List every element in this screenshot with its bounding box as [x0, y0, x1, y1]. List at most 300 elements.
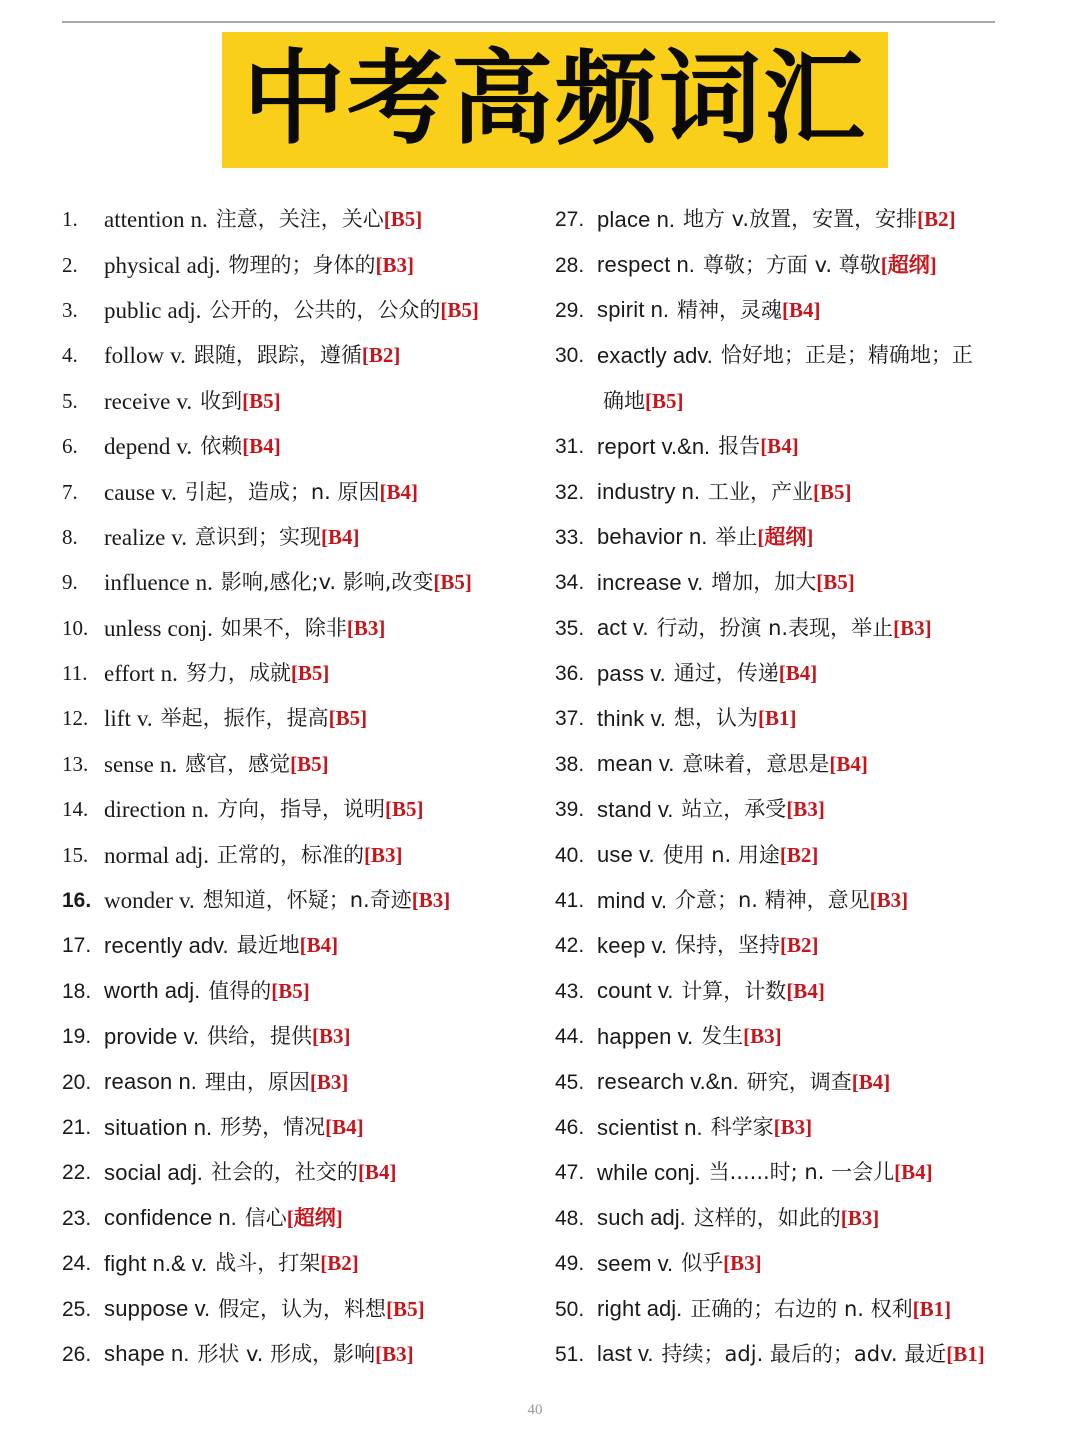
entry-number: 47.	[555, 1161, 585, 1185]
entry-part-of-speech: adj.	[164, 978, 201, 1004]
entry-word: increase	[597, 569, 682, 595]
entry-level-tag: [B5]	[645, 388, 684, 413]
entry-part-of-speech: v.	[687, 569, 704, 595]
entry-level-tag: [B3]	[364, 842, 403, 867]
entry-level-tag: [B1]	[912, 1296, 952, 1321]
entry-number: 13.	[62, 751, 89, 776]
entry-definition: 举起，振作，提高	[160, 706, 329, 731]
entry-number: 18.	[62, 979, 92, 1003]
vocab-entry	[62, 242, 532, 287]
entry-definition: 信心	[244, 1205, 287, 1230]
entry-word: behavior	[597, 524, 683, 550]
entry-part-of-speech: v.	[651, 887, 667, 913]
entry-definition: 感官，感觉	[185, 751, 291, 776]
vocab-entry	[62, 197, 532, 242]
entry-word: suppose	[104, 1296, 189, 1322]
entry-number: 43.	[555, 979, 585, 1003]
entry-number: 48.	[555, 1206, 585, 1230]
entry-part-of-speech: v.	[650, 660, 666, 686]
entry-definition: 介意；n. 精神，意见	[674, 888, 870, 913]
vocab-entry	[62, 1332, 532, 1377]
entry-word: spirit	[597, 297, 645, 323]
entry-definition: 假定，认为，料想	[218, 1296, 387, 1321]
entry-level-tag: [B3]	[723, 1251, 762, 1276]
entry-part-of-speech: conj.	[167, 615, 213, 641]
entry-part-of-speech: n.	[681, 479, 700, 505]
entry-number: 40.	[555, 843, 585, 867]
entry-word: place	[597, 206, 651, 232]
entry-definition: 收到	[200, 388, 243, 413]
entry-word: normal	[104, 842, 170, 868]
entry-level-tag: [超纲]	[757, 524, 814, 549]
entry-number: 30.	[555, 344, 585, 368]
entry-part-of-speech: v.	[677, 1023, 694, 1049]
entry-word: recently	[104, 932, 183, 958]
entry-level-tag: [B2]	[917, 207, 956, 232]
vocab-entry	[555, 651, 995, 696]
vocab-entry	[555, 1196, 995, 1241]
entry-level-tag: [B5]	[386, 1296, 425, 1321]
entry-definition: 战斗，打架	[215, 1251, 321, 1276]
entry-definition: 想知道，怀疑；n.奇迹	[202, 888, 412, 913]
vocab-entry	[62, 651, 532, 696]
entry-word: worth	[104, 978, 159, 1004]
entry-number: 7.	[62, 479, 78, 504]
vocab-entry	[555, 878, 995, 923]
entry-word: influence	[104, 570, 190, 596]
entry-level-tag: [B4]	[325, 1115, 364, 1139]
entry-definition: 当......时; n. 一会儿	[708, 1160, 895, 1185]
entry-part-of-speech: v.	[161, 479, 177, 505]
entry-level-tag: [B5]	[242, 388, 281, 413]
entry-word: mean	[597, 751, 653, 777]
entry-part-of-speech: v.	[657, 1250, 674, 1276]
vocab-entry	[62, 742, 532, 787]
entry-part-of-speech: adv.	[672, 342, 713, 368]
entry-level-tag: [B1]	[757, 706, 797, 731]
vocab-entry	[555, 787, 995, 832]
entry-level-tag: [B5]	[440, 297, 479, 322]
entry-part-of-speech: v.	[194, 1296, 211, 1322]
vocab-entry	[62, 560, 532, 605]
entry-definition: 通过，传递	[673, 661, 779, 686]
vocab-column-right	[555, 197, 995, 1377]
entry-definition: 正常的，标准的	[217, 842, 365, 867]
entry-number: 28.	[555, 253, 585, 277]
entry-number: 31.	[555, 435, 585, 459]
entry-number: 45.	[555, 1070, 585, 1094]
entry-word: shape	[104, 1341, 165, 1367]
entry-number: 33.	[555, 525, 585, 549]
entry-part-of-speech: v.&n.	[690, 1069, 739, 1095]
entry-level-tag: [B2]	[361, 343, 401, 368]
entry-part-of-speech: v.	[657, 796, 674, 822]
entry-word: exactly	[597, 342, 667, 368]
entry-number: 24.	[62, 1252, 92, 1276]
entry-level-tag: [B3]	[893, 615, 932, 640]
entry-word: respect	[597, 252, 671, 278]
entry-definition: 最近地	[236, 933, 300, 958]
entry-number: 15.	[62, 842, 89, 867]
vocab-entry	[555, 742, 995, 787]
vocab-entry	[555, 288, 995, 333]
entry-word: follow	[104, 343, 165, 369]
vocab-column-left	[62, 197, 532, 1377]
vocab-entry	[62, 878, 532, 923]
entry-number: 26.	[62, 1342, 92, 1366]
entry-word: attention	[104, 207, 185, 233]
entry-definition: 正确的；右边的 n. 权利	[690, 1296, 913, 1321]
entry-part-of-speech: n.	[684, 1114, 703, 1140]
entry-level-tag: [B4]	[299, 933, 339, 958]
entry-definition: 举止	[715, 524, 758, 549]
entry-number: 9.	[62, 570, 78, 595]
vocab-entry	[62, 1150, 532, 1195]
entry-number: 16.	[62, 889, 92, 913]
vocab-entry	[62, 787, 532, 832]
entry-word: keep	[597, 932, 646, 958]
entry-part-of-speech: v.	[651, 932, 667, 958]
entry-part-of-speech: n.	[218, 1205, 237, 1231]
entry-number: 34.	[555, 571, 585, 595]
entry-number: 38.	[555, 752, 585, 776]
entry-definition: 报告	[718, 434, 761, 459]
vocab-entry	[555, 1332, 995, 1377]
entry-part-of-speech: v.	[632, 615, 649, 641]
entry-word: social	[104, 1159, 162, 1185]
entry-definition: 理由，原因	[204, 1069, 310, 1094]
vocab-entry	[555, 242, 995, 287]
entry-number: 50.	[555, 1297, 585, 1321]
vocab-entry	[62, 969, 532, 1014]
entry-number: 36.	[555, 662, 585, 686]
entry-part-of-speech: conj.	[654, 1159, 701, 1185]
entry-level-tag: [B4]	[778, 661, 818, 686]
entry-level-tag: [B4]	[782, 297, 821, 322]
vocab-entry	[555, 1286, 995, 1331]
entry-word: such	[597, 1205, 645, 1231]
entry-part-of-speech: v.	[178, 888, 195, 914]
entry-definition: 社会的，社交的	[210, 1160, 358, 1185]
vocab-entry	[62, 923, 532, 968]
entry-definition: 保持，坚持	[675, 933, 780, 958]
entry-level-tag: [B3]	[312, 1024, 351, 1049]
entry-definition: 恰好地；正是；精确地；正	[720, 343, 973, 368]
entry-definition: 地方 v.放置，安置，安排	[682, 207, 918, 232]
entry-word: mind	[597, 887, 646, 913]
entry-number: 29.	[555, 298, 585, 322]
vocab-entry	[555, 969, 995, 1014]
entry-definition: 供给，提供	[207, 1024, 313, 1049]
vocab-entry	[62, 288, 532, 333]
vocab-entry	[62, 379, 532, 424]
entry-level-tag: [B3]	[375, 252, 415, 277]
entry-definition: 如果不，除非	[220, 615, 347, 640]
vocab-entry	[62, 1105, 532, 1150]
entry-number: 23.	[62, 1206, 92, 1230]
entry-part-of-speech: adj.	[167, 297, 202, 323]
vocab-entry	[62, 1059, 532, 1104]
entry-word: right	[597, 1296, 641, 1322]
entry-word: public	[104, 297, 162, 323]
entry-number: 25.	[62, 1297, 92, 1321]
vocab-entry	[555, 560, 995, 605]
entry-part-of-speech: adj.	[167, 1159, 203, 1185]
entry-number: 32.	[555, 480, 585, 504]
entry-number: 1.	[62, 207, 78, 232]
entry-definition: 站立，承受	[681, 797, 787, 822]
entry-definition: 形状 v. 形成，影响	[197, 1341, 376, 1366]
entry-part-of-speech: v.	[657, 978, 674, 1004]
entry-level-tag: [B5]	[433, 570, 472, 595]
entry-word: seem	[597, 1250, 652, 1276]
entry-word: lift	[104, 706, 131, 732]
entry-number: 14.	[62, 797, 89, 822]
entry-definition: 依赖	[200, 434, 243, 459]
entry-definition: 方向，指导，说明	[217, 797, 385, 822]
entry-level-tag: [B3]	[346, 615, 386, 640]
entry-definition: 持续；adj. 最后的；adv. 最近	[661, 1341, 947, 1366]
entry-level-tag: [B4]	[357, 1160, 397, 1185]
entry-number: 4.	[62, 343, 78, 368]
page-title: 中考高频词汇	[243, 40, 867, 159]
entry-level-tag: [B5]	[328, 706, 368, 731]
entry-definition: 这样的，如此的	[693, 1205, 841, 1230]
vocab-entry	[555, 515, 995, 560]
entry-part-of-speech: v.	[183, 1023, 200, 1049]
entry-part-of-speech: v.&n.	[661, 433, 711, 459]
entry-number: 27.	[555, 208, 585, 232]
entry-part-of-speech: adj.	[175, 842, 210, 868]
entry-level-tag: [B2]	[320, 1251, 359, 1276]
entry-word: sense	[104, 751, 154, 777]
vocab-entry	[555, 923, 995, 968]
entry-level-tag: [B5]	[290, 661, 330, 686]
vocab-entry	[62, 1196, 532, 1241]
entry-number: 12.	[62, 706, 89, 731]
top-divider	[62, 21, 995, 23]
entry-level-tag: [B4]	[786, 978, 825, 1003]
entry-number: 44.	[555, 1025, 585, 1049]
entry-part-of-speech: n.	[656, 206, 675, 232]
entry-number: 42.	[555, 934, 585, 958]
vocab-entry	[555, 197, 995, 242]
vocab-entry	[555, 379, 995, 424]
entry-part-of-speech: n.	[159, 751, 178, 777]
entry-number: 39.	[555, 798, 585, 822]
entry-part-of-speech: n.	[689, 524, 708, 550]
vocab-entry	[555, 696, 995, 741]
entry-number: 19.	[62, 1025, 92, 1049]
entry-word: cause	[104, 479, 156, 505]
entry-word: stand	[597, 796, 652, 822]
vocab-entry	[555, 333, 995, 378]
entry-part-of-speech: n.	[650, 297, 670, 323]
entry-definition: 努力，成就	[185, 661, 291, 686]
entry-definition: 精神，灵魂	[677, 297, 783, 322]
entry-level-tag: [B4]	[829, 751, 868, 776]
entry-definition: 物理的；身体的	[228, 252, 376, 277]
entry-number: 6.	[62, 434, 78, 459]
entry-part-of-speech: v.	[639, 842, 655, 868]
entry-level-tag: [B5]	[385, 797, 424, 822]
entry-level-tag: [B5]	[813, 479, 852, 504]
entry-word: industry	[597, 479, 676, 505]
entry-part-of-speech: n.	[193, 1114, 213, 1140]
entry-word: pass	[597, 660, 645, 686]
entry-definition: 计算，计数	[681, 978, 787, 1003]
entry-level-tag: [B1]	[946, 1341, 985, 1366]
entry-word: count	[597, 978, 652, 1004]
entry-definition: 意味着，意思是	[682, 751, 830, 776]
vocab-entry	[62, 696, 532, 741]
entry-part-of-speech: n.	[160, 661, 178, 687]
entry-definition: 形势，情况	[220, 1115, 326, 1139]
entry-definition: 想，认为	[673, 706, 758, 731]
entry-definition: 尊敬；方面 v. 尊敬	[702, 252, 881, 277]
entry-definition: 使用 n. 用途	[662, 842, 780, 867]
vocab-entry	[62, 333, 532, 378]
entry-word: wonder	[104, 888, 173, 914]
entry-definition: 研究，调查	[746, 1069, 852, 1094]
entry-word: provide	[104, 1023, 178, 1049]
vocab-entry	[62, 606, 532, 651]
vocab-entry	[555, 1105, 995, 1150]
entry-level-tag: [B3]	[786, 797, 825, 822]
entry-definition: 公开的，公共的，公众的	[209, 297, 441, 322]
vocab-entry	[62, 1286, 532, 1331]
entry-level-tag: [B4]	[760, 434, 799, 459]
entry-word: report	[597, 433, 656, 459]
vocab-entry	[555, 606, 995, 651]
entry-definition: 科学家	[710, 1115, 774, 1139]
entry-level-tag: [B4]	[894, 1160, 933, 1185]
entry-level-tag: [B3]	[840, 1205, 880, 1230]
entry-number: 5.	[62, 388, 78, 413]
entry-part-of-speech: n.	[191, 797, 209, 823]
entry-number: 51.	[555, 1342, 585, 1366]
entry-word: direction	[104, 797, 186, 823]
entry-part-of-speech: n.	[676, 252, 695, 278]
entry-level-tag: [B5]	[383, 207, 423, 232]
entry-level-tag: [B4]	[379, 479, 419, 504]
entry-word: think	[597, 705, 645, 731]
entry-level-tag: [B5]	[290, 751, 329, 776]
vocab-entry	[555, 469, 995, 514]
entry-level-tag: [B3]	[773, 1115, 813, 1139]
entry-part-of-speech: adv.	[188, 932, 229, 958]
entry-level-tag: [B3]	[309, 1069, 349, 1094]
entry-word: research	[597, 1069, 685, 1095]
entry-definition: 影响,感化;v. 影响,改变	[220, 570, 434, 595]
entry-number: 2.	[62, 252, 78, 277]
entry-definition: 行动，扮演 n.表现，举止	[656, 615, 894, 640]
entry-level-tag: [B3]	[411, 888, 451, 913]
entry-word: confidence	[104, 1205, 213, 1231]
entry-level-tag: [B3]	[869, 888, 909, 913]
entry-word: depend	[104, 434, 171, 460]
entry-word: act	[597, 615, 627, 641]
entry-level-tag: [B5]	[271, 978, 310, 1003]
entry-number: 35.	[555, 616, 585, 640]
vocab-entry	[555, 1150, 995, 1195]
entry-word: scientist	[597, 1114, 679, 1140]
entry-word: situation	[104, 1114, 188, 1140]
entry-level-tag: [B3]	[375, 1341, 414, 1366]
entry-word: unless	[104, 615, 162, 641]
entry-number: 20.	[62, 1070, 92, 1094]
entry-word: effort	[104, 661, 155, 687]
entry-part-of-speech: v.	[176, 434, 193, 460]
vocab-entry	[555, 1014, 995, 1059]
entry-part-of-speech: v.	[650, 705, 666, 731]
entry-part-of-speech: adj.	[186, 252, 221, 278]
vocab-entry	[555, 1241, 995, 1286]
vocab-entry	[62, 469, 532, 514]
entry-word: realize	[104, 524, 166, 550]
entry-definition: 确地	[603, 388, 645, 413]
entry-number: 41.	[555, 889, 585, 913]
entry-level-tag: [B4]	[242, 434, 281, 459]
vocab-entry	[555, 832, 995, 877]
entry-level-tag: [B3]	[743, 1024, 782, 1049]
page-number: 40	[527, 1402, 543, 1418]
entry-word: physical	[104, 252, 181, 278]
entry-part-of-speech: n.	[190, 207, 208, 233]
entry-word: happen	[597, 1023, 672, 1049]
vocab-entry	[555, 1059, 995, 1104]
entry-word: use	[597, 842, 634, 868]
entry-level-tag: [超纲]	[880, 252, 937, 277]
entry-word: reason	[104, 1069, 173, 1095]
entry-definition: 值得的	[208, 978, 272, 1003]
entry-number: 3.	[62, 297, 78, 322]
entry-part-of-speech: n.	[178, 1069, 197, 1095]
entry-definition: 引起，造成；n. 原因	[184, 479, 380, 504]
entry-part-of-speech: v.	[176, 388, 193, 414]
entry-part-of-speech: v.	[638, 1341, 654, 1367]
entry-part-of-speech: n.& v.	[152, 1250, 208, 1276]
entry-number: 17.	[62, 934, 92, 958]
vocab-entry	[62, 424, 532, 469]
entry-definition: 跟随，跟踪，遵循	[193, 343, 362, 368]
entry-part-of-speech: v.	[136, 706, 153, 732]
entry-definition: 注意，关注，关心	[215, 207, 384, 232]
entry-number: 22.	[62, 1161, 92, 1185]
entry-level-tag: [超纲]	[286, 1205, 343, 1230]
vocab-entry	[62, 1014, 532, 1059]
entry-part-of-speech: n.	[195, 570, 213, 596]
entry-level-tag: [B2]	[779, 842, 819, 867]
entry-number: 10.	[62, 615, 89, 640]
entry-definition: 似乎	[681, 1251, 724, 1276]
entry-part-of-speech: n.	[170, 1341, 190, 1367]
title-banner	[222, 32, 888, 168]
entry-number: 21.	[62, 1116, 92, 1139]
entry-part-of-speech: adj.	[650, 1205, 686, 1231]
entry-number: 8.	[62, 524, 78, 549]
entry-number: 37.	[555, 707, 585, 731]
entry-part-of-speech: adj.	[646, 1296, 683, 1322]
entry-definition: 增加，加大	[711, 570, 817, 595]
entry-number: 49.	[555, 1252, 585, 1276]
entry-level-tag: [B4]	[851, 1069, 891, 1094]
entry-word: last	[597, 1341, 633, 1367]
entry-definition: 工业，产业	[708, 479, 813, 504]
entry-part-of-speech: v.	[171, 524, 188, 550]
entry-word: fight	[104, 1250, 147, 1276]
entry-level-tag: [B5]	[816, 570, 855, 595]
